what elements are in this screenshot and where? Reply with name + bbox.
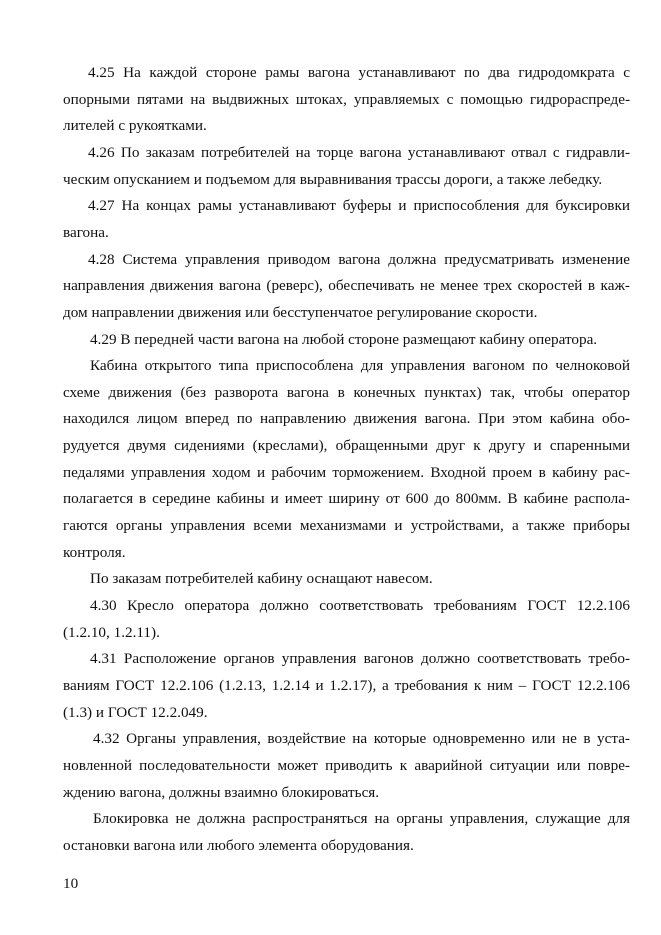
text-line: вагона. [63,224,109,241]
text-line: находился лицом вперед по направлению движения вагона. При этом кабина обо- [63,410,630,427]
text-line: остановки вагона или любого элемента оборудования. [63,837,414,854]
text-line: По заказам потребителей кабину оснащают навесом. [90,570,433,587]
text-line: рудуется двумя сидениями (креслами), обращенными друг к другу и спаренными [63,437,630,454]
text-line: (1.3) и ГОСТ 12.2.049. [63,704,208,721]
text-line: направления движения вагона (реверс), обеспечивать не менее трех скоростей в каж- [63,277,630,294]
text-line: 4.28 Система управления приводом вагона должна предусматривать изменение [88,251,630,268]
text-line: 4.32 Органы управления, воздействие на которые одновременно или не в уста- [93,730,630,747]
page-number: 10 [63,875,79,892]
text-line: педалями управления ходом и рабочим торможением. Входной проем в кабину рас- [63,464,630,481]
text-line: Блокировка не должна распространяться на органы управления, служащие для [93,810,630,827]
text-line: контроля. [63,544,126,561]
text-line: (1.2.10, 1.2.11). [63,624,160,641]
text-line: 4.26 По заказам потребителей на торце вагона устанавливают отвал с гидравли- [88,144,630,161]
text-line: ваниям ГОСТ 12.2.106 (1.2.13, 1.2.14 и 1.2.17), а требования к ним – ГОСТ 12.2.106 [63,677,630,694]
text-line: ждению вагона, должны взаимно блокироваться. [63,784,380,801]
text-line: ческим опусканием и подъемом для выравнивания трассы дороги, а также лебедку. [63,171,603,188]
text-line: схеме движения (без разворота вагона в конечных пунктах) так, чтобы оператор [63,384,630,401]
text-line: 4.30 Кресло оператора должно соответствовать требованиям ГОСТ 12.2.106 [90,597,630,614]
text-line: 4.31 Расположение органов управления вагонов должно соответствовать требо- [90,650,630,667]
text-line: лителей с рукоятками. [63,117,207,134]
text-line: 4.25 На каждой стороне рамы вагона устанавливают по два гидродомкрата с [88,64,630,81]
text-line: полагается в середине кабины и имеет ширину от 600 до 800мм. В кабине распола- [63,490,630,507]
text-line: опорными пятами на выдвижных штоках, управляемых с помощью гидрораспреде- [63,91,630,108]
text-line: 4.27 На концах рамы устанавливают буферы и приспособления для буксировки [88,197,630,214]
text-line: Кабина открытого типа приспособлена для управления вагоном по челноковой [90,357,630,374]
text-line: новленной последовательности может приводить к аварийной ситуации или повре- [63,757,630,774]
text-line: дом направлении движения или бесступенчатое регулирование скорости. [63,304,538,321]
text-line: гаются органы управления всеми механизмами и устройствами, а также приборы [63,517,630,534]
text-line: 4.29 В передней части вагона на любой стороне размещают кабину оператора. [90,331,598,348]
